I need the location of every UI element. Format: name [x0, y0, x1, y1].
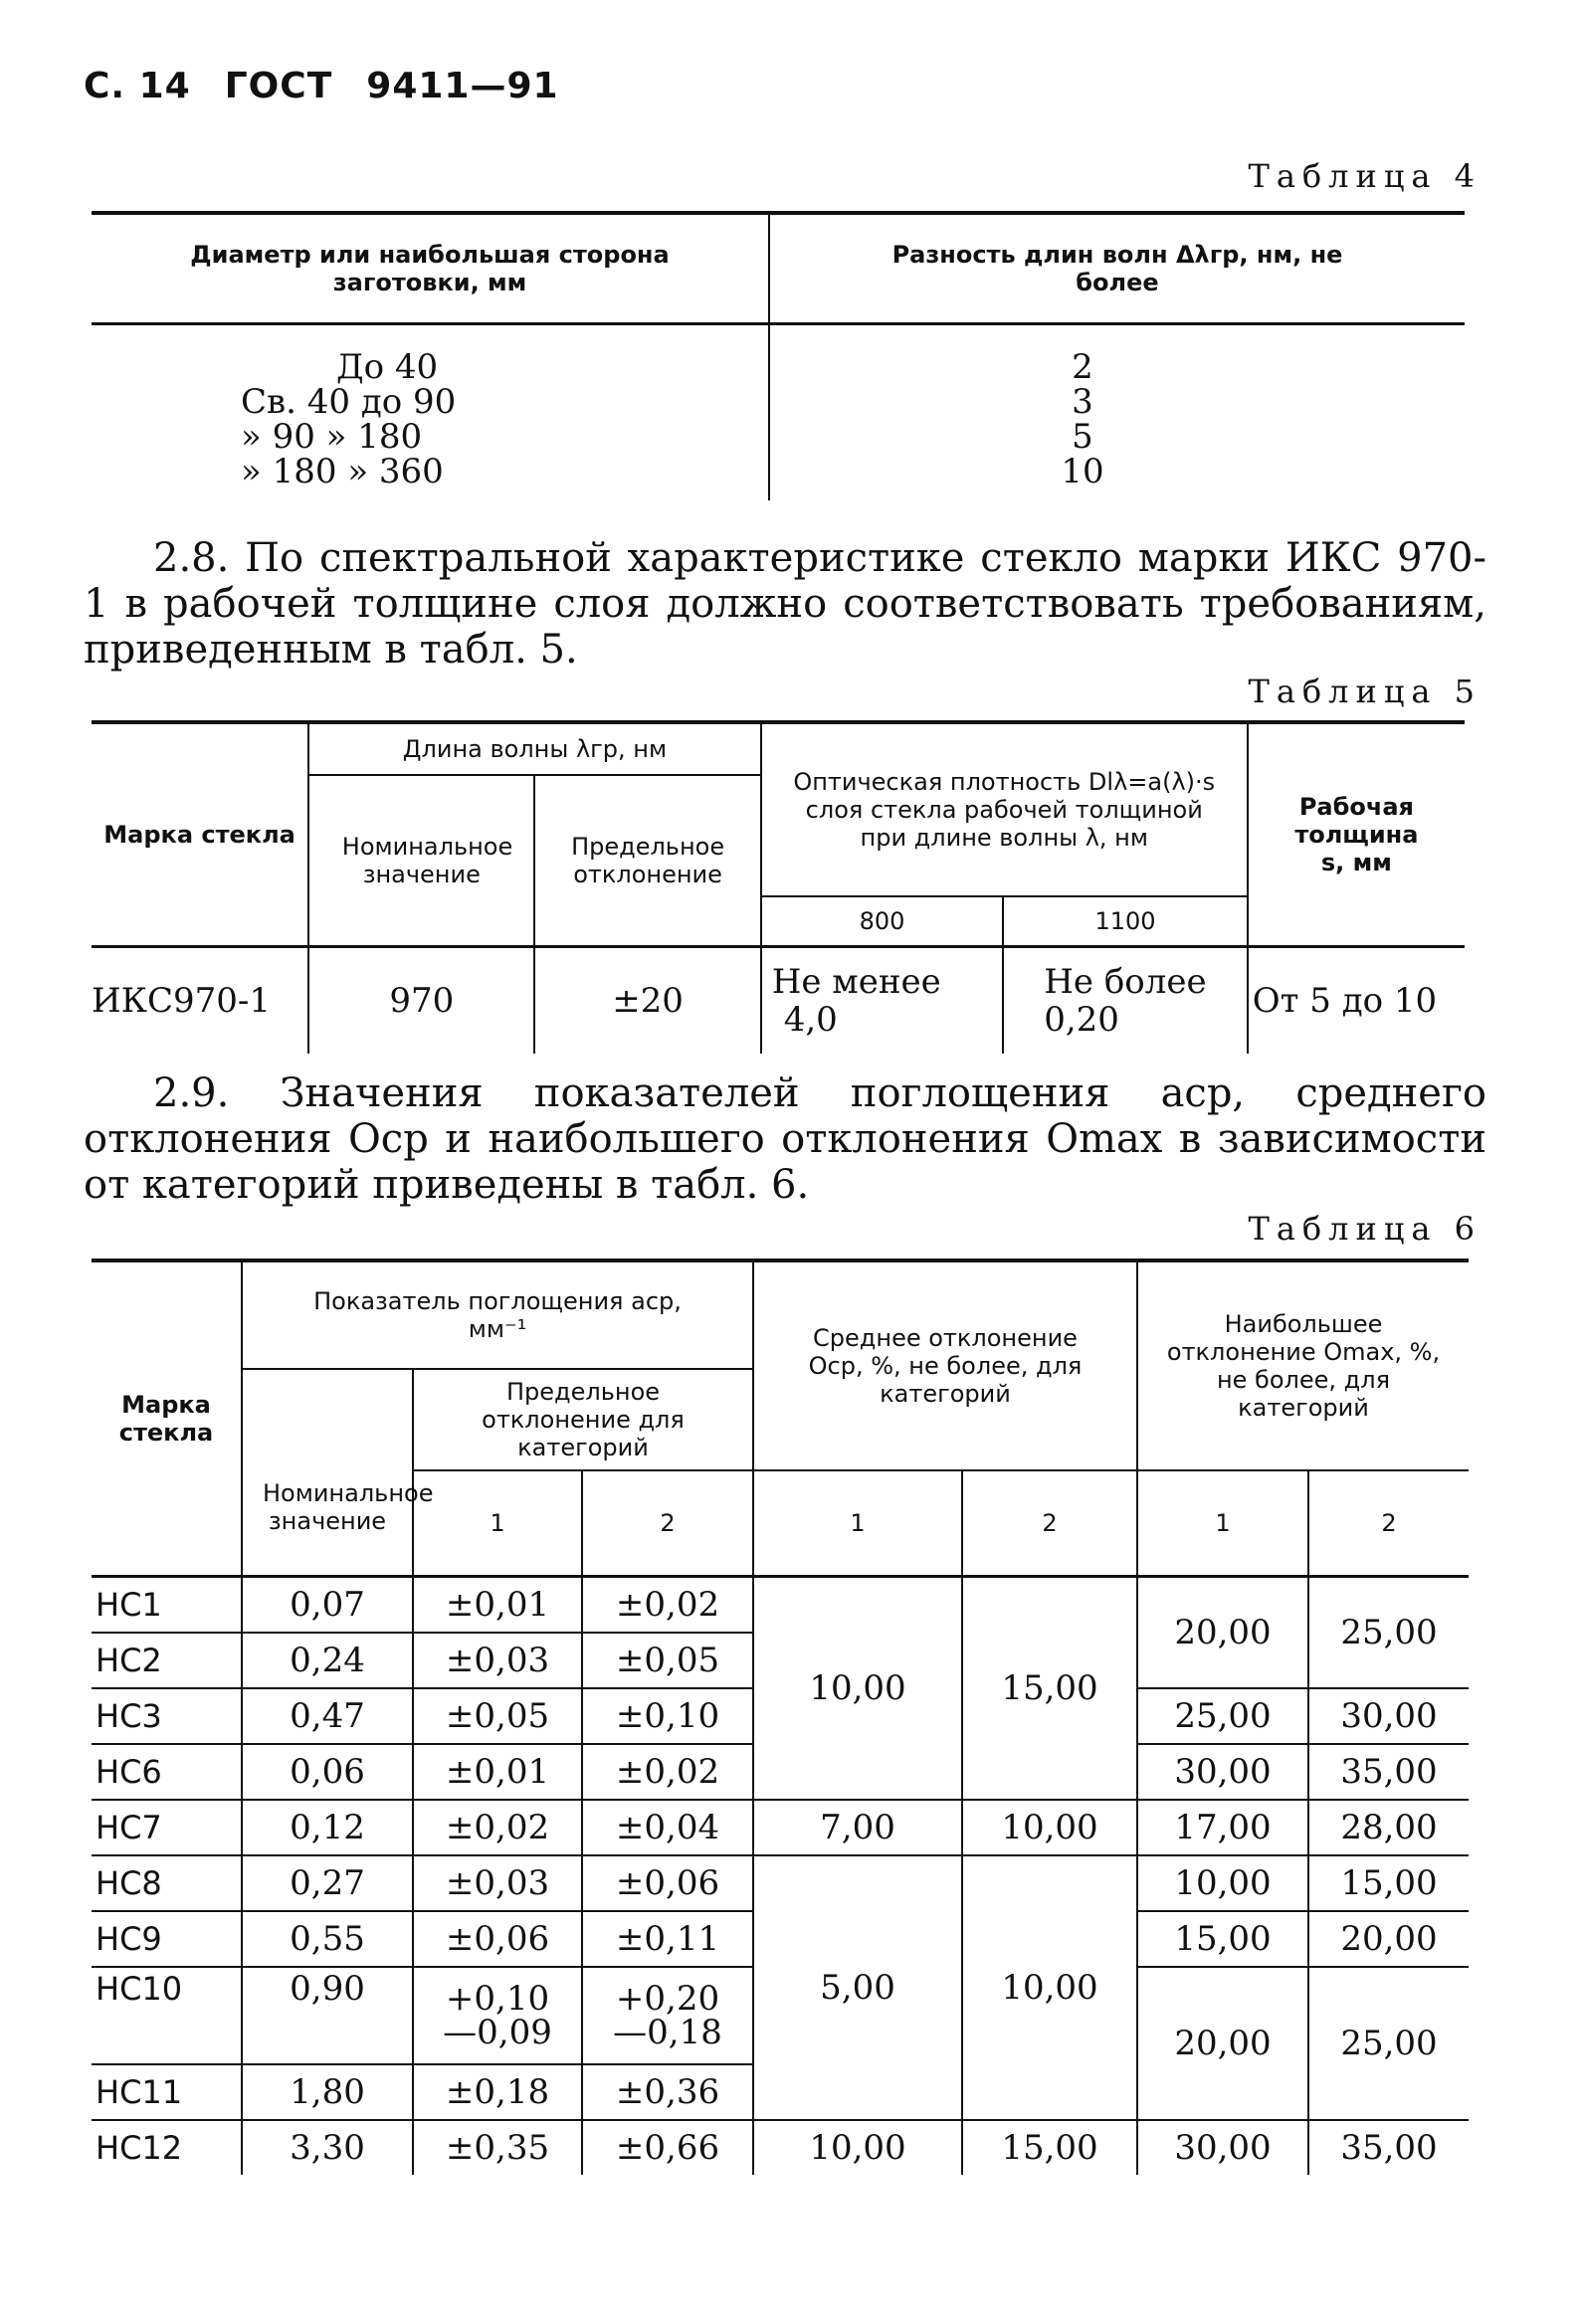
- t6-dev1: +0,10 —0,09: [413, 1967, 582, 2064]
- t6-dev2: +0,20 —0,18: [582, 1967, 753, 2064]
- t6-mean-g3-c2: 10,00: [962, 1855, 1137, 2120]
- t5-nominal: 970: [308, 947, 534, 1055]
- page-header: [84, 66, 593, 106]
- t6-mark: НС12: [96, 2129, 183, 2167]
- t6-mark-header: Марка стекла: [92, 1260, 242, 1577]
- t6-dev2: ±0,04: [582, 1800, 753, 1855]
- t6-limit-cat2: 2: [582, 1470, 753, 1577]
- t6-dev1: ±0,35: [413, 2120, 582, 2175]
- t6-nominal: 0,06: [242, 1744, 413, 1800]
- t6-max-f-c1: 15,00: [1137, 1911, 1308, 1967]
- t4-size-3: » 90 » 180: [241, 417, 423, 457]
- t4-diff-4: 10: [1061, 452, 1104, 491]
- t6-mark: НС8: [92, 1855, 242, 1911]
- t4-col1-header: Диаметр или наибольшая сторона заготовки, мм: [92, 213, 769, 324]
- paragraph-2-9: 2.9. Значения показателей поглощения aср, среднего отклонения Оср и наибольшего отклонения Оmax в зависимости от категорий приведены в табл. 6.: [84, 1070, 1486, 1208]
- t5-density-header: Оптическая плотность Dlλ=a(λ)·s слоя стекла рабочей толщиной при длине волны λ, нм: [761, 722, 1248, 896]
- t6-nominal: 0,07: [242, 1577, 413, 1634]
- t6-max-d-c2: 28,00: [1308, 1800, 1469, 1855]
- t6-max-cat1: 1: [1137, 1470, 1308, 1577]
- t6-dev2: ±0,02: [582, 1744, 753, 1800]
- t6-mean-g3-c1: 5,00: [753, 1855, 962, 2120]
- t6-mean-g1-c1: 10,00: [753, 1577, 962, 1801]
- t6-nominal: 1,80: [242, 2064, 413, 2120]
- t4-diff-3: 5: [1072, 417, 1093, 457]
- t6-dev2: ±0,36: [582, 2064, 753, 2120]
- t6-max-d-c1: 17,00: [1137, 1800, 1308, 1855]
- t5-thickness-header: Рабочая толщина s, мм: [1248, 722, 1465, 947]
- t6-max-g-c2: 25,00: [1308, 1967, 1469, 2120]
- paragraph-2-8: 2.8. По спектральной характеристике стекло марки ИКС 970-1 в рабочей толщине слоя должно соответствовать требованиям, приведенным в табл. 5.: [84, 535, 1486, 673]
- t4-diffs: [769, 324, 1465, 501]
- t6-dev1: ±0,05: [413, 1688, 582, 1744]
- t6-mark: НС1: [92, 1577, 242, 1634]
- t5-limit: ±20: [534, 947, 760, 1055]
- t6-limit-cat1: 1: [413, 1470, 582, 1577]
- t6-max-g-c1: 20,00: [1137, 1967, 1308, 2120]
- t4-diff-1: 2: [1072, 347, 1093, 387]
- t6-nominal: 3,30: [242, 2120, 413, 2175]
- t6-dev2: ±0,66: [582, 2120, 753, 2175]
- standard-label: ГОСТ: [224, 66, 333, 106]
- t6-nominal: 0,55: [242, 1911, 413, 1967]
- t6-max-cat2: 2: [1308, 1470, 1469, 1577]
- t4-col2-header: Разность длин волн Δλгр, нм, не более: [769, 213, 1465, 324]
- page-number: С. 14: [84, 66, 191, 106]
- t6-absorption-header: Показатель поглощения aср, мм⁻¹: [242, 1260, 753, 1369]
- t6-max-c-c1: 30,00: [1137, 1744, 1308, 1800]
- table4-caption: Таблица 4: [1248, 157, 1482, 195]
- t6-nominal: 0,24: [242, 1633, 413, 1688]
- t5-thickness: От 5 до 10: [1248, 947, 1465, 1055]
- t4-size-1: До 40: [336, 347, 439, 387]
- t6-dev1: ±0,01: [413, 1744, 582, 1800]
- table5-caption: Таблица 5: [1248, 673, 1482, 710]
- t6-mark: НС2: [92, 1633, 242, 1688]
- table-row: [92, 1577, 1469, 1634]
- t6-mean-g2-c1: 7,00: [753, 1800, 962, 1855]
- t6-nominal: 0,12: [242, 1800, 413, 1855]
- table-row: [92, 1800, 1469, 1855]
- t6-max-a-c2: 25,00: [1308, 1577, 1469, 1689]
- t6-nominal: 0,27: [242, 1855, 413, 1911]
- t6-mean-g4-c1: 10,00: [753, 2120, 962, 2175]
- t6-max-c-c2: 35,00: [1308, 1744, 1469, 1800]
- t6-max-b-c2: 30,00: [1308, 1688, 1469, 1744]
- t6-dev1: ±0,06: [413, 1911, 582, 1967]
- t6-dev1: ±0,01: [413, 1577, 582, 1634]
- table-row: [92, 1855, 1469, 1911]
- t6-mark: НС6: [92, 1744, 242, 1800]
- t6-mark: НС10: [92, 1967, 242, 2064]
- t6-mean-cat2: 2: [962, 1470, 1137, 1577]
- t5-mark-header: Марка стекла: [92, 722, 308, 947]
- t6-max-header: Наибольшее отклонение Оmax, %, не более, для категорий: [1137, 1260, 1469, 1470]
- t6-mean-g1-c2: 15,00: [962, 1577, 1137, 1801]
- t6-dev2: ±0,06: [582, 1855, 753, 1911]
- t5-d1100: Не более 0,20: [1003, 947, 1248, 1055]
- standard-number: 9411—91: [366, 66, 559, 106]
- t6-dev2: ±0,10: [582, 1688, 753, 1744]
- t5-nominal-header: Номинальное значение: [308, 775, 534, 947]
- t6-mean-cat1: 1: [753, 1470, 962, 1577]
- t5-wavelength-header: Длина волны λгр, нм: [308, 722, 761, 775]
- t6-nominal: 0,47: [242, 1688, 413, 1744]
- t6-dev1: ±0,03: [413, 1855, 582, 1911]
- t6-max-e-c2: 15,00: [1308, 1855, 1469, 1911]
- t4-size-4: » 180 » 360: [241, 452, 444, 491]
- t6-max-f-c2: 20,00: [1308, 1911, 1469, 1967]
- table-5: [92, 720, 1465, 1054]
- t6-max-h-c2: 35,00: [1308, 2120, 1469, 2175]
- t4-sizes: [92, 324, 769, 501]
- t6-dev1: ±0,02: [413, 1800, 582, 1855]
- t6-max-h-c1: 30,00: [1137, 2120, 1308, 2175]
- t6-max-b-c1: 25,00: [1137, 1688, 1308, 1744]
- t4-size-2: Св. 40 до 90: [241, 382, 457, 422]
- t6-dev2: ±0,11: [582, 1911, 753, 1967]
- t6-max-e-c1: 10,00: [1137, 1855, 1308, 1911]
- t6-mark: НС9: [92, 1911, 242, 1967]
- t6-nominal-header: Номинальное значение: [242, 1369, 413, 1577]
- t5-d800: Не менее 4,0: [761, 947, 1004, 1055]
- t6-mean-g2-c2: 10,00: [962, 1800, 1137, 1855]
- t6-max-a-c1: 20,00: [1137, 1577, 1308, 1689]
- t6-dev2: ±0,05: [582, 1633, 753, 1688]
- t6-mean-g4-c2: 15,00: [962, 2120, 1137, 2175]
- t4-diff-2: 3: [1072, 382, 1093, 422]
- t6-mark: НС11: [92, 2064, 242, 2120]
- t6-mark: НС7: [92, 1800, 242, 1855]
- t6-dev2: ±0,02: [582, 1577, 753, 1634]
- t6-mean-header: Среднее отклонение Оср, %, не более, для категорий: [753, 1260, 1137, 1470]
- t5-800-header: 800: [761, 896, 1004, 947]
- t6-dev1: ±0,18: [413, 2064, 582, 2120]
- t5-limit-header: Предельное отклонение: [534, 775, 760, 947]
- table-row: [92, 2120, 1469, 2175]
- table-4: [92, 211, 1465, 500]
- t6-mark: НС3: [92, 1688, 242, 1744]
- t6-limit-header: Предельное отклонение для категорий: [413, 1369, 753, 1470]
- table-6: [92, 1259, 1469, 2175]
- t6-dev1: ±0,03: [413, 1633, 582, 1688]
- t6-nominal: 0,90: [242, 1967, 413, 2064]
- t5-1100-header: 1100: [1003, 896, 1248, 947]
- t5-mark: ИКС970-1: [92, 981, 271, 1021]
- table6-caption: Таблица 6: [1248, 1210, 1482, 1248]
